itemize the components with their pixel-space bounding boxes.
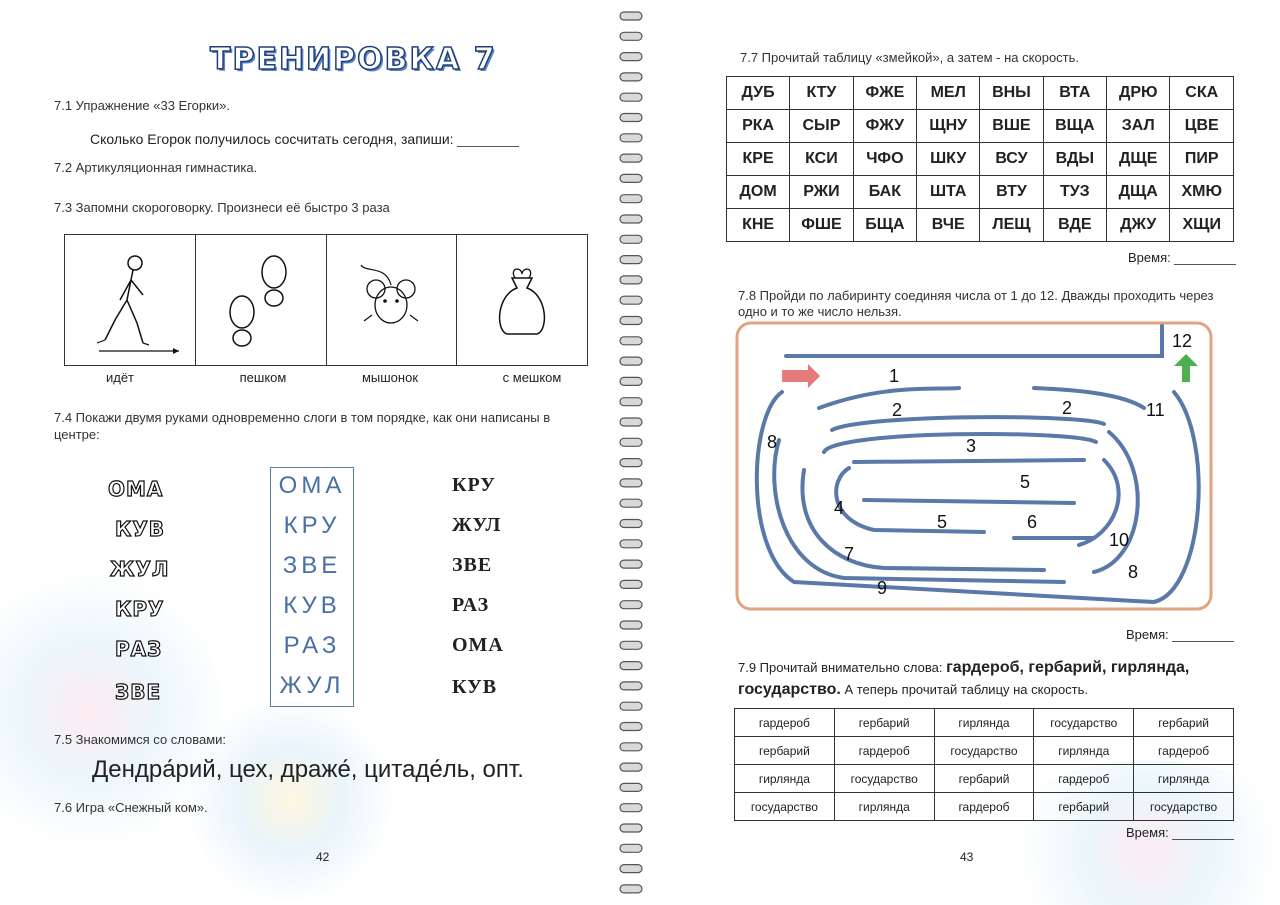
- table-row: [727, 77, 1234, 110]
- maze-number: 1: [889, 366, 900, 386]
- syllable-cell: БАК: [853, 176, 916, 209]
- syllable-cell: ВНЫ: [980, 77, 1043, 110]
- table-row: [727, 110, 1234, 143]
- syllable-cell: ЛЕЩ: [980, 209, 1043, 242]
- exercise-7-6: 7.6 Игра «Снежный ком».: [54, 800, 208, 815]
- sack-icon: [457, 235, 587, 365]
- maze-number: 5: [1020, 472, 1031, 492]
- syllable-cell: ШТА: [917, 176, 980, 209]
- syllable-cell: ДРЮ: [1107, 77, 1170, 110]
- spiral-ring: [620, 256, 642, 264]
- spiral-ring: [620, 621, 642, 629]
- mouse-icon: [327, 235, 458, 365]
- floral-decoration: [180, 700, 400, 900]
- syllable-center: РАЗ: [283, 632, 341, 659]
- spiral-ring: [620, 763, 642, 771]
- word-cell: гербарий: [934, 765, 1034, 793]
- word-cell: государство: [1134, 793, 1234, 821]
- table-row: [735, 737, 1234, 765]
- maze-number: 12: [1172, 331, 1193, 351]
- table-row: [735, 709, 1234, 737]
- time-field: [1126, 825, 1234, 840]
- syllable-center: ОМА: [278, 472, 346, 499]
- syllable-cell: КРЕ: [727, 143, 790, 176]
- exercise-7-9-task: А теперь прочитай таблицу на скорость.: [844, 682, 1089, 697]
- table-row: [727, 176, 1234, 209]
- spiral-ring: [620, 317, 642, 325]
- picture-caption: мышонок: [361, 370, 419, 385]
- maze-number: 5: [937, 512, 948, 532]
- syllable-left: ЗВЕ: [115, 680, 162, 704]
- syllable-cell: РЖИ: [790, 176, 854, 209]
- word-cell: государство: [934, 737, 1034, 765]
- syllable-left: ЖУЛ: [110, 557, 170, 581]
- time-label: Время:: [1126, 825, 1169, 840]
- spiral-ring: [620, 560, 642, 568]
- spiral-ring: [620, 377, 642, 385]
- maze-number: 10: [1109, 530, 1130, 550]
- new-words: Дендра́рий, цех, драже́, цитаде́ль, опт.: [92, 756, 524, 783]
- word-cell: гирлянда: [735, 765, 835, 793]
- word-cell: гирлянда: [1134, 765, 1234, 793]
- spiral-ring: [620, 865, 642, 873]
- word-cell: гербарий: [834, 709, 934, 737]
- labyrinth: [734, 320, 1214, 612]
- spiral-ring: [620, 235, 642, 243]
- syllable-cell: КТУ: [790, 77, 854, 110]
- question-text: Сколько Егорок получилось сосчитать сегодня, запиши:: [90, 131, 454, 147]
- spiral-ring: [620, 479, 642, 487]
- word-cell: государство: [834, 765, 934, 793]
- word-cell: гербарий: [735, 737, 835, 765]
- spiral-ring: [620, 601, 642, 609]
- table-row: [727, 143, 1234, 176]
- spiral-ring: [620, 337, 642, 345]
- exercise-7-5: 7.5 Знакомимся со словами:: [54, 732, 227, 747]
- exercise-7-9-words: гардероб, гербарий, гирлянда, государство.: [738, 659, 1190, 698]
- syllable-cell: ШКУ: [917, 143, 980, 176]
- spiral-ring: [620, 783, 642, 791]
- snake-reading-table: [726, 76, 1234, 242]
- spiral-ring: [620, 682, 642, 690]
- syllable-cell: ЧФО: [853, 143, 916, 176]
- syllable-cell: ФЖУ: [853, 110, 916, 143]
- spiral-ring: [620, 438, 642, 446]
- maze-number: 11: [1146, 400, 1165, 420]
- page-number: 42: [316, 850, 330, 864]
- spiral-ring: [620, 540, 642, 548]
- syllable-right: ОМА: [452, 634, 504, 656]
- spiral-ring: [620, 357, 642, 365]
- word-cell: гирлянда: [1034, 737, 1134, 765]
- words-reading-table: [734, 708, 1234, 821]
- syllable-cell: ВЩА: [1043, 110, 1106, 143]
- maze-number: 6: [1027, 512, 1038, 532]
- spiral-ring: [620, 580, 642, 588]
- page-number: 43: [960, 850, 974, 864]
- spiral-ring: [620, 662, 642, 670]
- page-title: ТРЕНИРОВКА 7: [210, 42, 497, 77]
- syllable-center: КРУ: [283, 512, 341, 539]
- spiral-ring: [620, 276, 642, 284]
- syllable-cell: ФШЕ: [790, 209, 854, 242]
- word-cell: гардероб: [1034, 765, 1134, 793]
- exercise-7-7: 7.7 Прочитай таблицу «змейкой», а затем - на скорость.: [740, 50, 1080, 65]
- spiral-ring: [620, 114, 642, 122]
- syllable-right: ЗВЕ: [452, 554, 493, 576]
- syllable-right: КУВ: [452, 676, 498, 698]
- word-cell: гардероб: [1134, 737, 1234, 765]
- picture-caption: идёт: [105, 370, 135, 385]
- maze-number: 7: [844, 544, 855, 564]
- syllable-cell: ВТУ: [980, 176, 1043, 209]
- picture-caption: пешком: [239, 370, 287, 385]
- syllable-left: КРУ: [115, 597, 165, 621]
- spiral-ring: [620, 154, 642, 162]
- table-row: [735, 793, 1234, 821]
- table-row: [727, 209, 1234, 242]
- syllable-cell: ВДЫ: [1043, 143, 1106, 176]
- footprints-icon: [196, 235, 327, 365]
- spiral-ring: [620, 520, 642, 528]
- word-cell: гербарий: [1134, 709, 1234, 737]
- finish-arrow-icon: [1174, 354, 1198, 382]
- exercise-7-3: 7.3 Запомни скороговорку. Произнеси её быстро 3 раза: [54, 200, 390, 215]
- exercise-7-9: [738, 657, 1238, 701]
- picture-caption: с мешком: [502, 370, 562, 385]
- answer-line[interactable]: [457, 134, 519, 147]
- spiral-ring: [620, 53, 642, 61]
- syllable-cell: КСИ: [790, 143, 854, 176]
- syllable-cell: ДЩЕ: [1107, 143, 1170, 176]
- spiral-ring: [620, 12, 642, 20]
- word-cell: гардероб: [934, 793, 1034, 821]
- time-label: Время:: [1126, 627, 1169, 642]
- spiral-ring: [620, 32, 642, 40]
- exercise-7-4: 7.4 Покажи двумя руками одновременно слоги в том порядке, как они написаны в центре:: [54, 410, 551, 442]
- spiral-ring: [620, 459, 642, 467]
- exercise-7-9-intro: 7.9 Прочитай внимательно слова:: [738, 660, 943, 675]
- syllable-cell: МЕЛ: [917, 77, 980, 110]
- walking-man-icon: [65, 235, 196, 365]
- spiral-ring: [620, 804, 642, 812]
- spiral-ring: [620, 134, 642, 142]
- left-page: [0, 0, 610, 905]
- spiral-ring: [620, 723, 642, 731]
- exercise-7-8: 7.8 Пройди по лабиринту соединяя числа от 1 до 12. Дважды проходить через одно и то же число нельзя.: [738, 288, 1214, 319]
- syllable-cell: ВСУ: [980, 143, 1043, 176]
- maze-number: 3: [966, 436, 977, 456]
- time-answer-line[interactable]: [1172, 827, 1234, 840]
- maze-number: 2: [1062, 398, 1073, 418]
- syllable-cell: КНЕ: [727, 209, 790, 242]
- word-cell: гирлянда: [934, 709, 1034, 737]
- word-cell: гербарий: [1034, 793, 1134, 821]
- spiral-ring: [620, 824, 642, 832]
- word-cell: гирлянда: [834, 793, 934, 821]
- spiral-ring: [620, 296, 642, 304]
- syllable-cell: БЩА: [853, 209, 916, 242]
- time-answer-line[interactable]: [1172, 629, 1234, 642]
- exercise-7-1-question: [90, 131, 519, 147]
- syllable-left: КУВ: [115, 517, 166, 541]
- exercise-7-1: 7.1 Упражнение «33 Егорки».: [54, 98, 230, 113]
- word-cell: гардероб: [735, 709, 835, 737]
- word-cell: государство: [735, 793, 835, 821]
- labyrinth-paths: [757, 326, 1199, 602]
- syllable-right: ЖУЛ: [452, 514, 502, 536]
- maze-number: 2: [892, 400, 903, 420]
- spiral-ring: [620, 499, 642, 507]
- spiral-ring: [620, 215, 642, 223]
- syllable-cell: ХМЮ: [1170, 176, 1234, 209]
- syllable-left: РАЗ: [115, 637, 163, 661]
- time-field: [1126, 627, 1234, 642]
- syllable-cell: ДЩА: [1107, 176, 1170, 209]
- time-field: [1128, 250, 1236, 265]
- spiral-ring: [620, 418, 642, 426]
- syllable-cell: ТУЗ: [1043, 176, 1106, 209]
- maze-number: 9: [877, 578, 888, 598]
- spiral-ring: [620, 641, 642, 649]
- syllable-cell: РКА: [727, 110, 790, 143]
- syllable-cell: ДОМ: [727, 176, 790, 209]
- table-row: [735, 765, 1234, 793]
- syllable-center: ЗВЕ: [282, 552, 342, 579]
- exercise-7-2: 7.2 Артикуляционная гимнастика.: [54, 160, 258, 175]
- word-cell: гардероб: [834, 737, 934, 765]
- spiral-ring: [620, 844, 642, 852]
- spiral-ring: [620, 885, 642, 893]
- syllable-cell: СЫР: [790, 110, 854, 143]
- spiral-ring: [620, 195, 642, 203]
- center-syllables-box: [270, 467, 354, 707]
- word-cell: государство: [1034, 709, 1134, 737]
- syllable-right: РАЗ: [452, 594, 490, 616]
- syllable-cell: ФЖЕ: [853, 77, 916, 110]
- maze-number: 4: [834, 498, 845, 518]
- spiral-ring: [620, 398, 642, 406]
- syllable-cell: ДУБ: [727, 77, 790, 110]
- syllable-cell: ВТА: [1043, 77, 1106, 110]
- maze-number: 8: [767, 432, 778, 452]
- syllable-cell: ЦВЕ: [1170, 110, 1234, 143]
- syllable-cell: ДЖУ: [1107, 209, 1170, 242]
- syllable-cell: ЗАЛ: [1107, 110, 1170, 143]
- syllable-center: ЖУЛ: [279, 672, 345, 699]
- syllable-cell: ВДЕ: [1043, 209, 1106, 242]
- syllable-left: ОМА: [108, 477, 164, 501]
- time-answer-line[interactable]: [1174, 252, 1236, 265]
- syllable-cell: ПИР: [1170, 143, 1234, 176]
- maze-number: 8: [1128, 562, 1139, 582]
- syllable-cell: ЩНУ: [917, 110, 980, 143]
- spiral-binding: [614, 0, 646, 905]
- syllable-cell: ВШЕ: [980, 110, 1043, 143]
- tongue-twister-pictures: [64, 234, 588, 366]
- syllable-cell: СКА: [1170, 77, 1234, 110]
- start-arrow-icon: [782, 364, 820, 388]
- spiral-ring: [620, 73, 642, 81]
- spiral-ring: [620, 174, 642, 182]
- syllable-cell: ВЧЕ: [917, 209, 980, 242]
- spiral-ring: [620, 743, 642, 751]
- spiral-ring: [620, 93, 642, 101]
- syllable-cell: ХЩИ: [1170, 209, 1234, 242]
- syllable-right: КРУ: [452, 474, 496, 496]
- spiral-ring: [620, 702, 642, 710]
- time-label: Время:: [1128, 250, 1171, 265]
- syllable-center: КУВ: [283, 592, 341, 619]
